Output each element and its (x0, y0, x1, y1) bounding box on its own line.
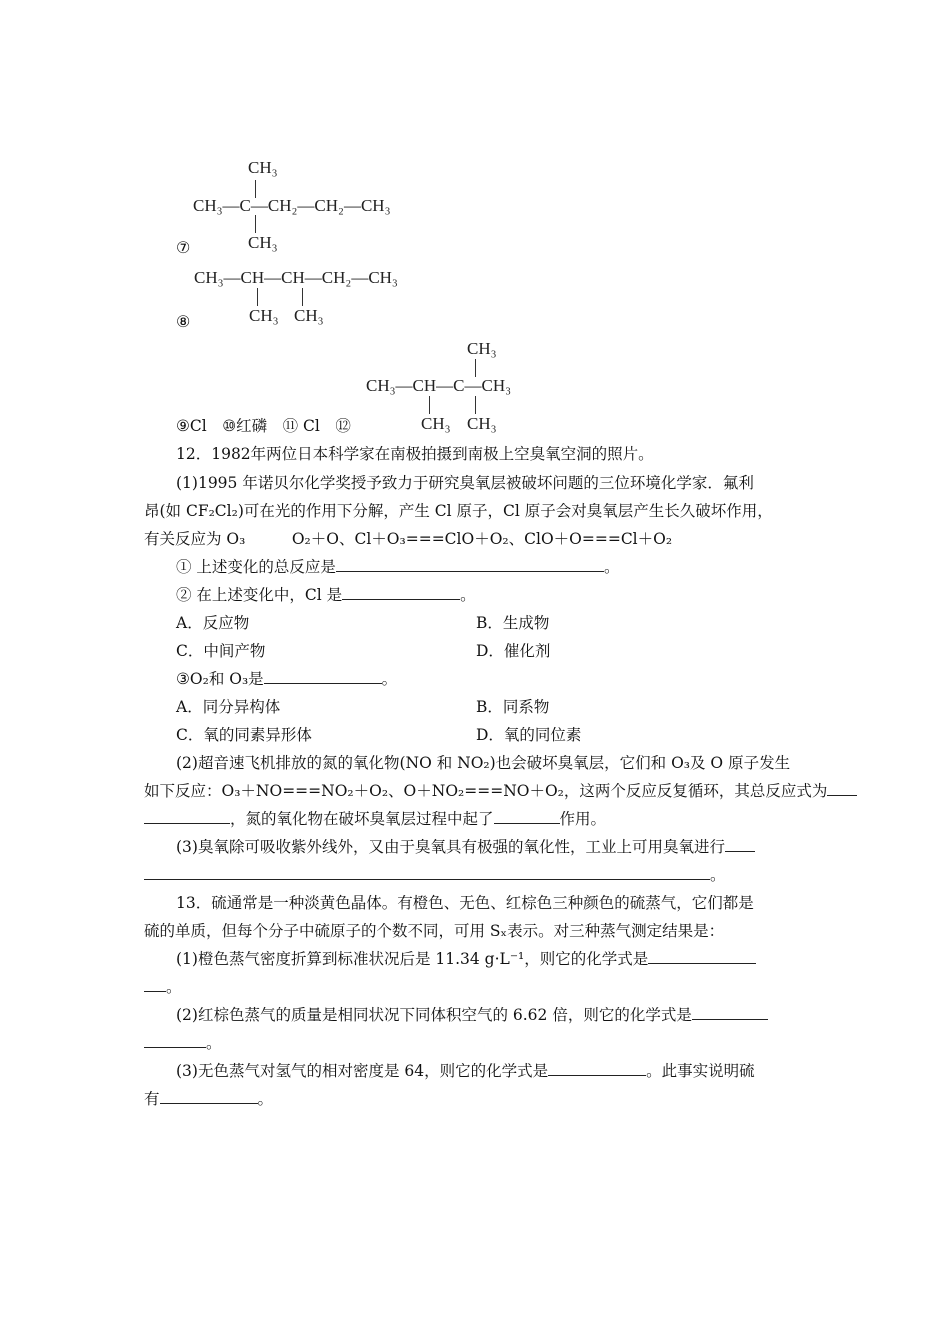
q13-p2-text: (2)红棕色蒸气的质量是相同状况下同体积空气的 6.62 倍，则它的化学式是 (176, 1006, 692, 1024)
q12-title: 12．1982年两位日本科学家在南极拍摄到南极上空臭氧空洞的照片。 (176, 445, 654, 463)
q12-p1-line-b: 昂(如 CF₂Cl₂)可在光的作用下分解，产生 Cl 原子，Cl 原子会对臭氧层产生长久破坏作用， (144, 502, 773, 520)
struct12-bond-top (475, 359, 476, 377)
q13-p2-blank-b[interactable] (144, 1033, 206, 1048)
q12-sub2-option-d: D．催化剂 (476, 642, 551, 660)
q12-p2-line-a: (2)超音速飞机排放的氮的氧化物(NO 和 NO₂)也会破坏臭氧层，它们和 O₃及 O 原子发生 (176, 754, 791, 772)
q12-p2-line-c-tail: 作用。 (559, 810, 607, 828)
q12-sub2-option-a: A．反应物 (176, 614, 250, 632)
q12-sub3-option-b: B．同系物 (476, 698, 550, 716)
struct8-sub-ch3-1: CH₃ (249, 306, 279, 325)
q12-sub3-option-d: D．氧的同位素 (476, 726, 582, 744)
q12-p2-line-c-text: ，氮的氧化物在破坏臭氧层过程中起了 (230, 810, 494, 828)
q12-sub2-text: ② 在上述变化中，Cl 是 (176, 586, 343, 604)
struct12-bond-1 (429, 396, 430, 414)
q13-p1-line-a (176, 949, 756, 969)
q12-sub2-option-b: B．生成物 (476, 614, 550, 632)
q13-p1-end: 。 (166, 978, 182, 996)
q12-sub2-end: 。 (460, 586, 476, 604)
q12-p2-blank-1a[interactable] (827, 781, 857, 796)
q12-sub1-blank[interactable] (336, 557, 604, 572)
struct7-bottom-ch3: CH₃ (248, 233, 278, 252)
struct7-top-ch3: CH₃ (248, 158, 278, 177)
q13-p2-end: 。 (206, 1034, 222, 1052)
struct8-bond-1 (257, 288, 258, 306)
struct12-sub-ch3-1: CH₃ (421, 414, 451, 433)
q12-p2-blank-1b[interactable] (144, 809, 230, 824)
q12-p3-blank-a[interactable] (725, 837, 755, 852)
q12-p2-line-b (144, 781, 857, 801)
q13-p2-line-b (144, 1033, 222, 1053)
q13-p3-text: (3)无色蒸气对氢气的相对密度是 64，则它的化学式是 (176, 1062, 549, 1080)
q12-p3-line-a (176, 837, 755, 857)
q13-p1-text: (1)橙色蒸气密度折算到标准状况后是 11.34 g·L⁻¹，则它的化学式是 (176, 950, 649, 968)
q12-p1-line-c: 有关反应为 O₃ O₂＋O、Cl＋O₃===ClO＋O₂、ClO＋O===Cl＋O₂ (144, 530, 673, 548)
struct12-top-ch3: CH₃ (467, 339, 497, 358)
q12-sub3-end: 。 (381, 670, 398, 688)
struct12-main-chain: CH₃—CH—C—CH₃ (366, 376, 512, 395)
q12-sub2-option-c: C．中间产物 (176, 642, 266, 660)
q12-sub3-option-c: C．氧的同素异形体 (176, 726, 312, 744)
q13-p1-blank-a[interactable] (648, 949, 756, 964)
q13-p3-blank-1[interactable] (548, 1061, 646, 1076)
struct7-bond-bottom (255, 215, 256, 233)
q13-intro-line-b: 硫的单质，但每个分子中硫原子的个数不同，可用 Sₓ表示。对三种蒸气测定结果是： (144, 922, 725, 940)
q12-sub3-option-a: A．同分异构体 (176, 698, 281, 716)
q12-sub1-text: ① 上述变化的总反应是 (176, 558, 336, 576)
q12-sub3-text: ③O₂和 O₃是 (176, 670, 264, 688)
q13-p3-end: 。 (257, 1090, 274, 1108)
q13-p3-line-b (144, 1089, 273, 1109)
struct7-label: ⑦ (176, 238, 191, 257)
struct8-label: ⑧ (176, 312, 191, 331)
q12-sub3 (176, 669, 397, 689)
q13-p1-line-b (144, 977, 182, 997)
q13-p2-line-a (176, 1005, 768, 1025)
q13-p3-mid: 。此事实说明硫 (646, 1062, 755, 1080)
q13-p2-blank-a[interactable] (692, 1005, 768, 1020)
q13-p1-blank-b[interactable] (144, 977, 166, 992)
q13-p3-line-a (176, 1061, 755, 1081)
q12-sub3-blank[interactable] (264, 669, 382, 684)
q12-p2-blank-2[interactable] (494, 809, 560, 824)
q13-intro-line-a: 13．硫通常是一种淡黄色晶体。有橙色、无色、红棕色三种颜色的硫蒸气，它们都是 (176, 894, 754, 912)
q12-sub2-blank[interactable] (342, 585, 460, 600)
struct8-bond-2 (302, 288, 303, 306)
q12-sub2 (176, 585, 476, 605)
q12-sub1-end: 。 (603, 558, 620, 576)
q12-p3-blank-b[interactable] (144, 865, 710, 880)
struct8-sub-ch3-2: CH₃ (294, 306, 324, 325)
q12-sub1 (176, 557, 619, 577)
q12-p2-line-b-text: 如下反应：O₃＋NO===NO₂＋O₂、O＋NO₂===NO＋O₂，这两个反应反复循环，其总反应式为 (144, 782, 828, 800)
q12-p2-line-c (144, 809, 606, 829)
struct8-main-chain: CH₃—CH—CH—CH₂—CH₃ (194, 268, 398, 287)
struct12-bond-2 (475, 396, 476, 414)
struct12-sub-ch3-2: CH₃ (467, 414, 497, 433)
items-line: ⑨Cl ⑩红磷 ⑪ Cl ⑫ (176, 417, 351, 435)
q13-p3-blank-2[interactable] (160, 1089, 258, 1104)
q13-p3-b: 有 (144, 1090, 160, 1108)
q12-p3-text: (3)臭氧除可吸收紫外线外，又由于臭氧具有极强的氧化性，工业上可用臭氧进行 (176, 838, 725, 856)
q12-p1-line-a: (1)1995 年诺贝尔化学奖授予致力于研究臭氧层被破坏问题的三位环境化学家．氟利 (176, 474, 754, 492)
q12-p3-end: 。 (710, 866, 726, 884)
struct7-main-chain: CH₃—C—CH₂—CH₂—CH₃ (193, 196, 391, 215)
q12-p3-line-b (144, 865, 726, 885)
